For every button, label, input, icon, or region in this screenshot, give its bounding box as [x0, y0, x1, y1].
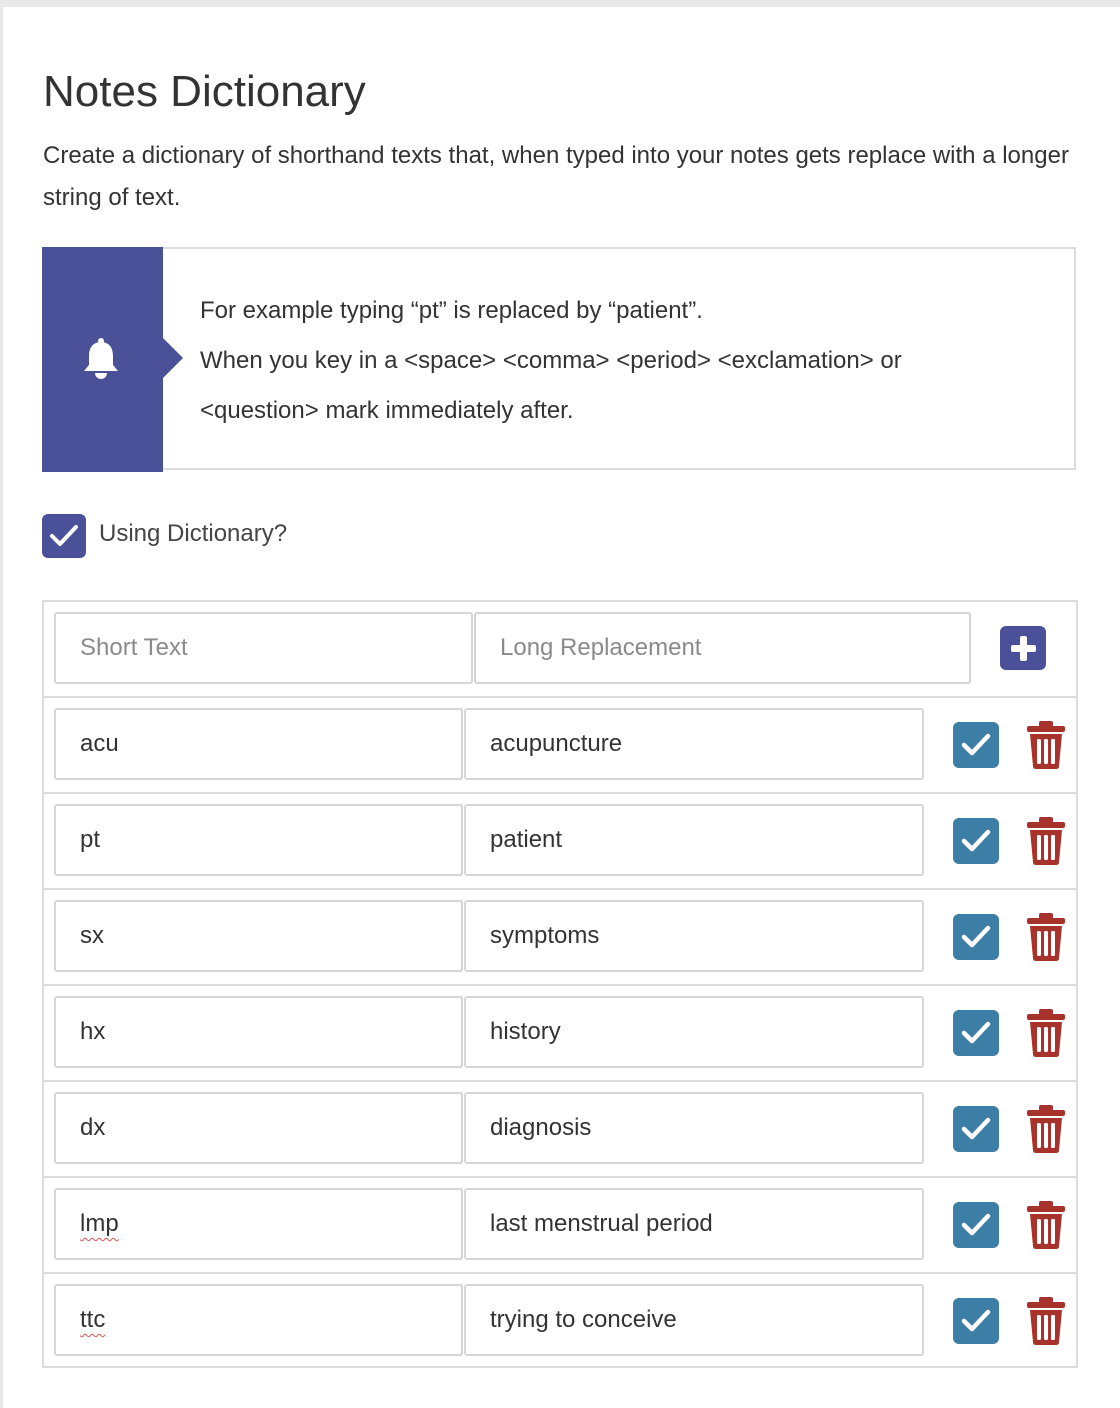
checkmark-icon: [961, 1308, 991, 1334]
using-dictionary-checkbox[interactable]: [42, 514, 86, 558]
short-text-value: acu: [80, 730, 119, 757]
short-text-field[interactable]: [54, 708, 463, 780]
long-replacement-value: acupuncture: [490, 730, 623, 757]
trash-icon[interactable]: [1024, 720, 1068, 770]
save-button[interactable]: [953, 914, 999, 960]
save-button[interactable]: [953, 818, 999, 864]
checkmark-icon: [961, 1212, 991, 1238]
long-replacement-field[interactable]: [464, 996, 924, 1068]
short-text-value: lmp: [80, 1210, 119, 1237]
short-text-field[interactable]: [54, 804, 463, 876]
short-text-value: dx: [80, 1114, 106, 1141]
table-row: [44, 1178, 1076, 1274]
long-replacement-value: diagnosis: [490, 1114, 592, 1141]
long-replacement-field[interactable]: [464, 804, 924, 876]
trash-icon[interactable]: [1024, 816, 1068, 866]
long-replacement-field[interactable]: [464, 1188, 924, 1260]
table-row: [44, 794, 1076, 890]
callout-line: For example typing “pt” is replaced by “patient”.: [200, 297, 703, 324]
trash-icon[interactable]: [1024, 1296, 1068, 1346]
short-text-field[interactable]: [54, 1092, 463, 1164]
short-text-value: ttc: [80, 1306, 106, 1333]
save-button[interactable]: [953, 1010, 999, 1056]
callout-line: When you key in a <space> <comma> <period> <exclamation> or: [200, 347, 902, 374]
bell-icon: [82, 338, 120, 380]
checkmark-icon: [49, 523, 79, 549]
short-text-value: sx: [80, 922, 104, 949]
long-replacement-field[interactable]: [464, 708, 924, 780]
long-replacement-input[interactable]: Long Replacement: [474, 612, 971, 684]
callout-line: <question> mark immediately after.: [200, 397, 574, 424]
save-button[interactable]: [953, 1298, 999, 1344]
table-row: [44, 1082, 1076, 1178]
long-replacement-value: patient: [490, 826, 563, 853]
page-description: Create a dictionary of shorthand texts that, when typed into your notes gets replace with a longer string of text.: [43, 142, 1069, 211]
trash-icon[interactable]: [1024, 1200, 1068, 1250]
short-text-field[interactable]: [54, 1284, 463, 1356]
trash-icon[interactable]: [1024, 912, 1068, 962]
trash-icon[interactable]: [1024, 1008, 1068, 1058]
table-row: [44, 986, 1076, 1082]
short-text-field[interactable]: [54, 1188, 463, 1260]
info-callout: [42, 247, 1076, 470]
short-text-value: hx: [80, 1018, 106, 1045]
callout-accent: [42, 247, 163, 472]
checkmark-icon: [961, 924, 991, 950]
long-replacement-field[interactable]: [464, 900, 924, 972]
long-replacement-value: last menstrual period: [490, 1210, 713, 1237]
save-button[interactable]: [953, 1106, 999, 1152]
notes-dictionary-panel: [3, 7, 1120, 1408]
save-button[interactable]: [953, 1202, 999, 1248]
long-replacement-field[interactable]: [464, 1284, 924, 1356]
short-text-field[interactable]: [54, 996, 463, 1068]
plus-icon[interactable]: [1000, 626, 1046, 670]
callout-text: [200, 286, 1060, 436]
long-replacement-value: symptoms: [490, 922, 600, 949]
trash-icon[interactable]: [1024, 1104, 1068, 1154]
new-entry-row: [44, 602, 1076, 698]
using-dictionary-label: Using Dictionary?: [99, 520, 288, 547]
short-text-input[interactable]: Short Text: [54, 612, 473, 684]
page-title: Notes Dictionary: [43, 67, 366, 116]
short-text-value: pt: [80, 826, 101, 853]
checkmark-icon: [961, 732, 991, 758]
checkmark-icon: [961, 1116, 991, 1142]
checkmark-icon: [961, 1020, 991, 1046]
table-row: [44, 1274, 1076, 1370]
long-replacement-value: history: [490, 1018, 561, 1045]
save-button[interactable]: [953, 722, 999, 768]
table-row: [44, 698, 1076, 794]
long-replacement-field[interactable]: [464, 1092, 924, 1164]
table-row: [44, 890, 1076, 986]
checkmark-icon: [961, 828, 991, 854]
short-text-field[interactable]: [54, 900, 463, 972]
dictionary-table: [42, 600, 1078, 1368]
long-replacement-value: trying to conceive: [490, 1306, 677, 1333]
